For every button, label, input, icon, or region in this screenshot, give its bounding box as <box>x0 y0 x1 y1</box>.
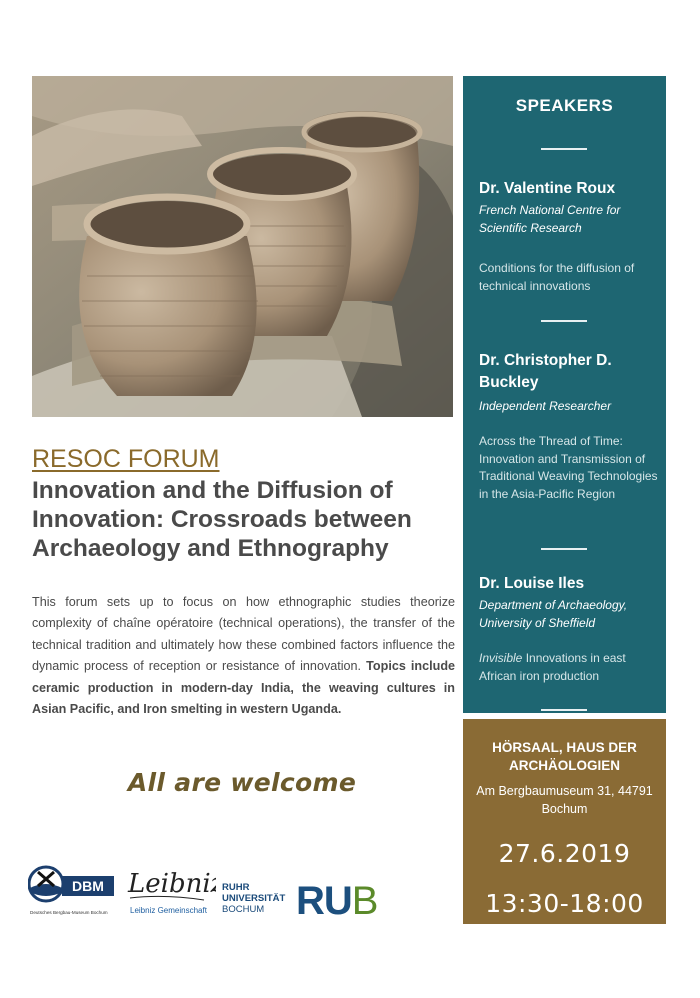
rub-logo-ru: RU <box>296 879 352 923</box>
dbm-caption: Deutsches Bergbau-Museum Bochum <box>30 910 108 915</box>
speaker-1-topic: Conditions for the diffusion of technical innovations <box>479 261 635 293</box>
dbm-logo-text: DBM <box>72 878 104 894</box>
event-time: 13:30-18:00 <box>485 889 644 918</box>
dbm-logo <box>28 862 116 920</box>
event-date: 27.6.2019 <box>498 839 631 868</box>
rub-logo <box>296 879 377 924</box>
event-description <box>32 592 455 720</box>
venue-name: HÖRSAAL, HAUS DER ARCHÄOLOGIEN <box>492 740 637 773</box>
speaker-2-affiliation: Independent Researcher <box>479 399 612 413</box>
sponsor-logos <box>28 862 458 922</box>
venue-address: Am Bergbaumuseum 31, 44791 Bochum <box>476 784 653 816</box>
speaker-3-topic-rest: Innovations in east African iron production <box>479 651 626 683</box>
speaker-1-affiliation: French National Centre for Scientific Research <box>479 203 621 235</box>
rub-logo-b: B <box>351 879 378 923</box>
ruhr-line-2: UNIVERSITÄT <box>222 893 286 904</box>
ruhr-university-logo <box>222 882 285 915</box>
forum-label: RESOC FORUM <box>32 445 220 473</box>
speaker-2-name: Dr. Christopher D. Buckley <box>479 352 612 391</box>
leibniz-script: Leibniz <box>128 869 216 899</box>
welcome-text: All are welcome <box>127 768 357 797</box>
description-topics: Topics include ceramic production in modern-day India, the weaving cultures in Asian Pacific, and Iron smelting in western Uganda. <box>32 659 456 717</box>
ruhr-line-3: BOCHUM <box>222 904 265 915</box>
dbm-emblem-icon <box>28 862 116 908</box>
venue-panel <box>463 719 666 924</box>
divider <box>541 548 587 550</box>
speakers-heading: SPEAKERS <box>515 96 614 115</box>
divider <box>541 709 587 711</box>
speaker-2-topic: Across the Thread of Time: Innovation and Transmission of Traditional Weaving Technologies in the Asia-Pacific Region <box>479 434 658 501</box>
event-title: Innovation and the Diffusion of Innovation: Crossroads between Archaeology and Ethnography <box>32 477 412 562</box>
leibniz-logo <box>124 864 216 922</box>
divider <box>541 320 587 322</box>
divider <box>541 148 587 150</box>
speaker-1-name: Dr. Valentine Roux <box>479 180 616 197</box>
speakers-panel <box>463 76 666 713</box>
description-text: This forum sets up to focus on how ethnographic studies theorize complexity of chaîne opératoire (technical operations), the transfer of the technical tradition and ultimately how these combined factors influence the dynamic process of reception or resistance of innovation. <box>32 595 455 674</box>
leibniz-signature-icon <box>124 864 216 904</box>
ruhr-line-1: RUHR <box>222 882 250 893</box>
speaker-3-affiliation: Department of Archaeology, University of Sheffield <box>479 598 628 630</box>
leibniz-subtitle: Leibniz Gemeinschaft <box>130 906 207 915</box>
speaker-3-topic <box>479 650 661 685</box>
speaker-3-name: Dr. Louise Iles <box>479 575 585 592</box>
speaker-3-topic-italic: Invisible <box>479 651 523 665</box>
header-photo-clay-pots <box>32 76 453 417</box>
